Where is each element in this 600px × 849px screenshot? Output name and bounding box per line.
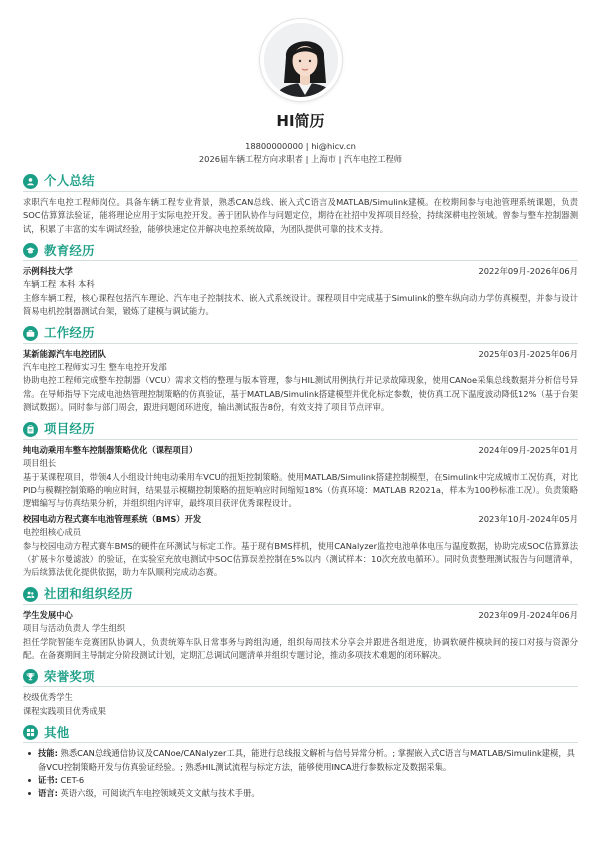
- entry-description: 主修车辆工程，核心课程包括汽车理论、汽车电子控制技术、嵌入式系统设计。课程项目中完成基于Simulink的整车纵向动力学仿真模型，并参与设计简易电机控制器测试台架，锻炼了建模与调试能力。: [23, 292, 578, 317]
- grid-icon: [23, 725, 38, 740]
- section-header: [23, 420, 578, 439]
- item-label: 证书:: [38, 775, 58, 785]
- entry-date: 2025年03月-2025年06月: [478, 348, 578, 359]
- education-entry: [23, 265, 578, 319]
- degree-info: 车辆工程 本科 本科: [23, 279, 95, 290]
- section-projects: [23, 420, 578, 580]
- portrait-photo: [264, 23, 342, 101]
- project-name: 校园电动方程式赛车电池管理系统（BMS）开发: [23, 513, 202, 524]
- contact-line: 18800000000 | hi@hicv.cn: [245, 141, 356, 151]
- project-entry: [23, 444, 578, 511]
- section-divider: [23, 343, 578, 344]
- clipboard-icon: [23, 422, 38, 437]
- section-divider: [23, 439, 578, 440]
- list-item: [23, 787, 578, 800]
- section-divider: [23, 604, 578, 605]
- item-label: 语言:: [38, 788, 58, 799]
- job-intent-line: 2026届车辆工程方向求职者 | 上海市 | 汽车电控工程师: [198, 154, 403, 165]
- section-divider: [23, 260, 578, 261]
- person-icon: [23, 174, 38, 189]
- item-text: 英语六级，可阅读汽车电控领域英文文献与技术手册。: [57, 788, 260, 799]
- entry-date: 2024年09月-2025年01月: [478, 444, 578, 455]
- section-work: [23, 324, 578, 415]
- section-title: 荣誉奖项: [44, 668, 95, 684]
- briefcase-icon: [23, 326, 38, 341]
- resume-header: [23, 19, 578, 167]
- entry-description: 协助电控工程师完成整车控制器（VCU）需求文档的整理与版本管理，参与HIL测试用例执行并记录故障现象，使用CANoe采集总线数据并分析信号异常。在导师指导下完成电池热管理控制策略的仿真验证，基于MATLAB/Simulink搭建模型并优化标定参数，使仿真工况下温度波动降低12%（基于台架测试数据）。同时参与部门周会，跟进问题闭环进度，输出测试报告8份，有效支持了项目节点评审。: [23, 375, 578, 413]
- entry-date: 2023年10月-2024年05月: [478, 513, 578, 524]
- entry-description: 担任学院智能车竞赛团队协调人，负责统筹车队日常事务与跨组沟通，组织每周技术分享会并跟进各组进度，协调软硬件模块间的接口对接与资源分配。在备赛期间主导制定分阶段测试计划，定期汇总调试问题清单并组织专题讨论，推动多项技术难题的闭环解决。: [23, 636, 578, 660]
- item-text: CET-6: [57, 775, 85, 785]
- trophy-icon: [23, 669, 38, 684]
- section-divider: [23, 686, 578, 687]
- project-entry: [23, 513, 578, 580]
- honor-item: 课程实践项目优秀成果: [23, 705, 106, 716]
- resume-page: [0, 19, 600, 849]
- avatar: [260, 19, 342, 101]
- campus-entry: [23, 609, 578, 663]
- section-header: [23, 667, 578, 686]
- section-divider: [23, 742, 578, 743]
- group-icon: [23, 587, 38, 602]
- entry-date: 2023年09月-2024年06月: [478, 609, 578, 620]
- section-title: 工作经历: [44, 325, 95, 341]
- graduation-cap-icon: [23, 243, 38, 258]
- section-header: [23, 172, 578, 191]
- project-role: 项目组长: [23, 458, 57, 469]
- section-divider: [23, 191, 578, 192]
- company-name: 某新能源汽车电控团队: [23, 348, 106, 359]
- section-summary: [23, 172, 578, 236]
- entry-description: 基于某课程项目，带领4人小组设计纯电动乘用车VCU的扭矩控制策略。使用MATLAB/Simulink搭建控制模型，在Simulink中完成城市工况仿真，对比PID与模糊控制策略的响应时间，结果显示模糊控制策略的扭矩响应时间缩短18%（仿真环境：MATLAB R2021a，样本为100秒标准工况）。负责策略逻辑编写与仿真结果分析，并组织组内评审，最终项目获评优秀课程设计。: [23, 471, 578, 509]
- section-header: [23, 241, 578, 260]
- entry-date: 2022年09月-2026年06月: [478, 266, 578, 277]
- job-role: 汽车电控工程师实习生 整车电控开发部: [23, 362, 167, 373]
- section-education: [23, 241, 578, 319]
- candidate-name: HI简历: [276, 112, 325, 130]
- entry-description: 参与校园电动方程式赛车BMS的硬件在环测试与标定工作。基于现有BMS样机，使用CANalyzer监控电池单体电压与温度数据，协助完成SOC估算算法（扩展卡尔曼滤波）的验证，在实验室充放电测试中SOC估算误差控制在5%以内（测试样本：10次充放电循环）。同时负责整理测试报告与问题清单，为后续算法优化提供依据，助力车队顺利完成动态赛。: [23, 540, 578, 578]
- section-honors: [23, 667, 578, 718]
- section-title: 个人总结: [44, 173, 95, 189]
- section-campus: [23, 585, 578, 663]
- section-title: 项目经历: [44, 421, 95, 437]
- list-item: [23, 747, 578, 774]
- section-title: 教育经历: [44, 242, 95, 258]
- project-name: 纯电动乘用车整车控制器策略优化（课程项目）: [23, 444, 198, 455]
- item-text: 熟悉CAN总线通信协议及CANoe/CANalyzer工具，能进行总线报文解析与信号异常分析。; 掌握嵌入式C语言与MATLAB/Simulink建模，具备VCU控制策略开发与仿真验证经验。; 熟悉HIL测试流程与标定方法，能够使用INCA进行参数标定及数据采集。: [38, 748, 575, 772]
- section-header: [23, 585, 578, 604]
- list-item: [23, 774, 578, 787]
- school-name: 示例科技大学: [23, 266, 73, 277]
- organization-name: 学生发展中心: [23, 609, 73, 620]
- section-title: 其他: [44, 724, 70, 740]
- section-header: [23, 723, 578, 742]
- organization-role: 项目与活动负责人 学生组织: [23, 623, 126, 634]
- project-role: 电控组核心成员: [23, 527, 82, 538]
- summary-text: 求职汽车电控工程师岗位。具备车辆工程专业背景，熟悉CAN总线、嵌入式C语言及MATLAB/Simulink建模。在校期间参与电池管理系统课题，负责SOC估算算法验证，能将理论应用于实际电控开发。善于团队协作与问题定位，期待在社招中发挥项目经验，持续深耕电控领域。曾参与整车控制器测试，积累了丰富的实车调试经验，能够快速定位并解决电控系统故障，为团队提供可靠的技术支持。: [23, 196, 578, 234]
- work-entry: [23, 348, 578, 415]
- other-list: [23, 747, 578, 801]
- item-label: 技能:: [38, 748, 58, 759]
- section-header: [23, 324, 578, 343]
- section-title: 社团和组织经历: [44, 586, 133, 602]
- honor-item: 校级优秀学生: [23, 692, 73, 703]
- section-other: [23, 723, 578, 801]
